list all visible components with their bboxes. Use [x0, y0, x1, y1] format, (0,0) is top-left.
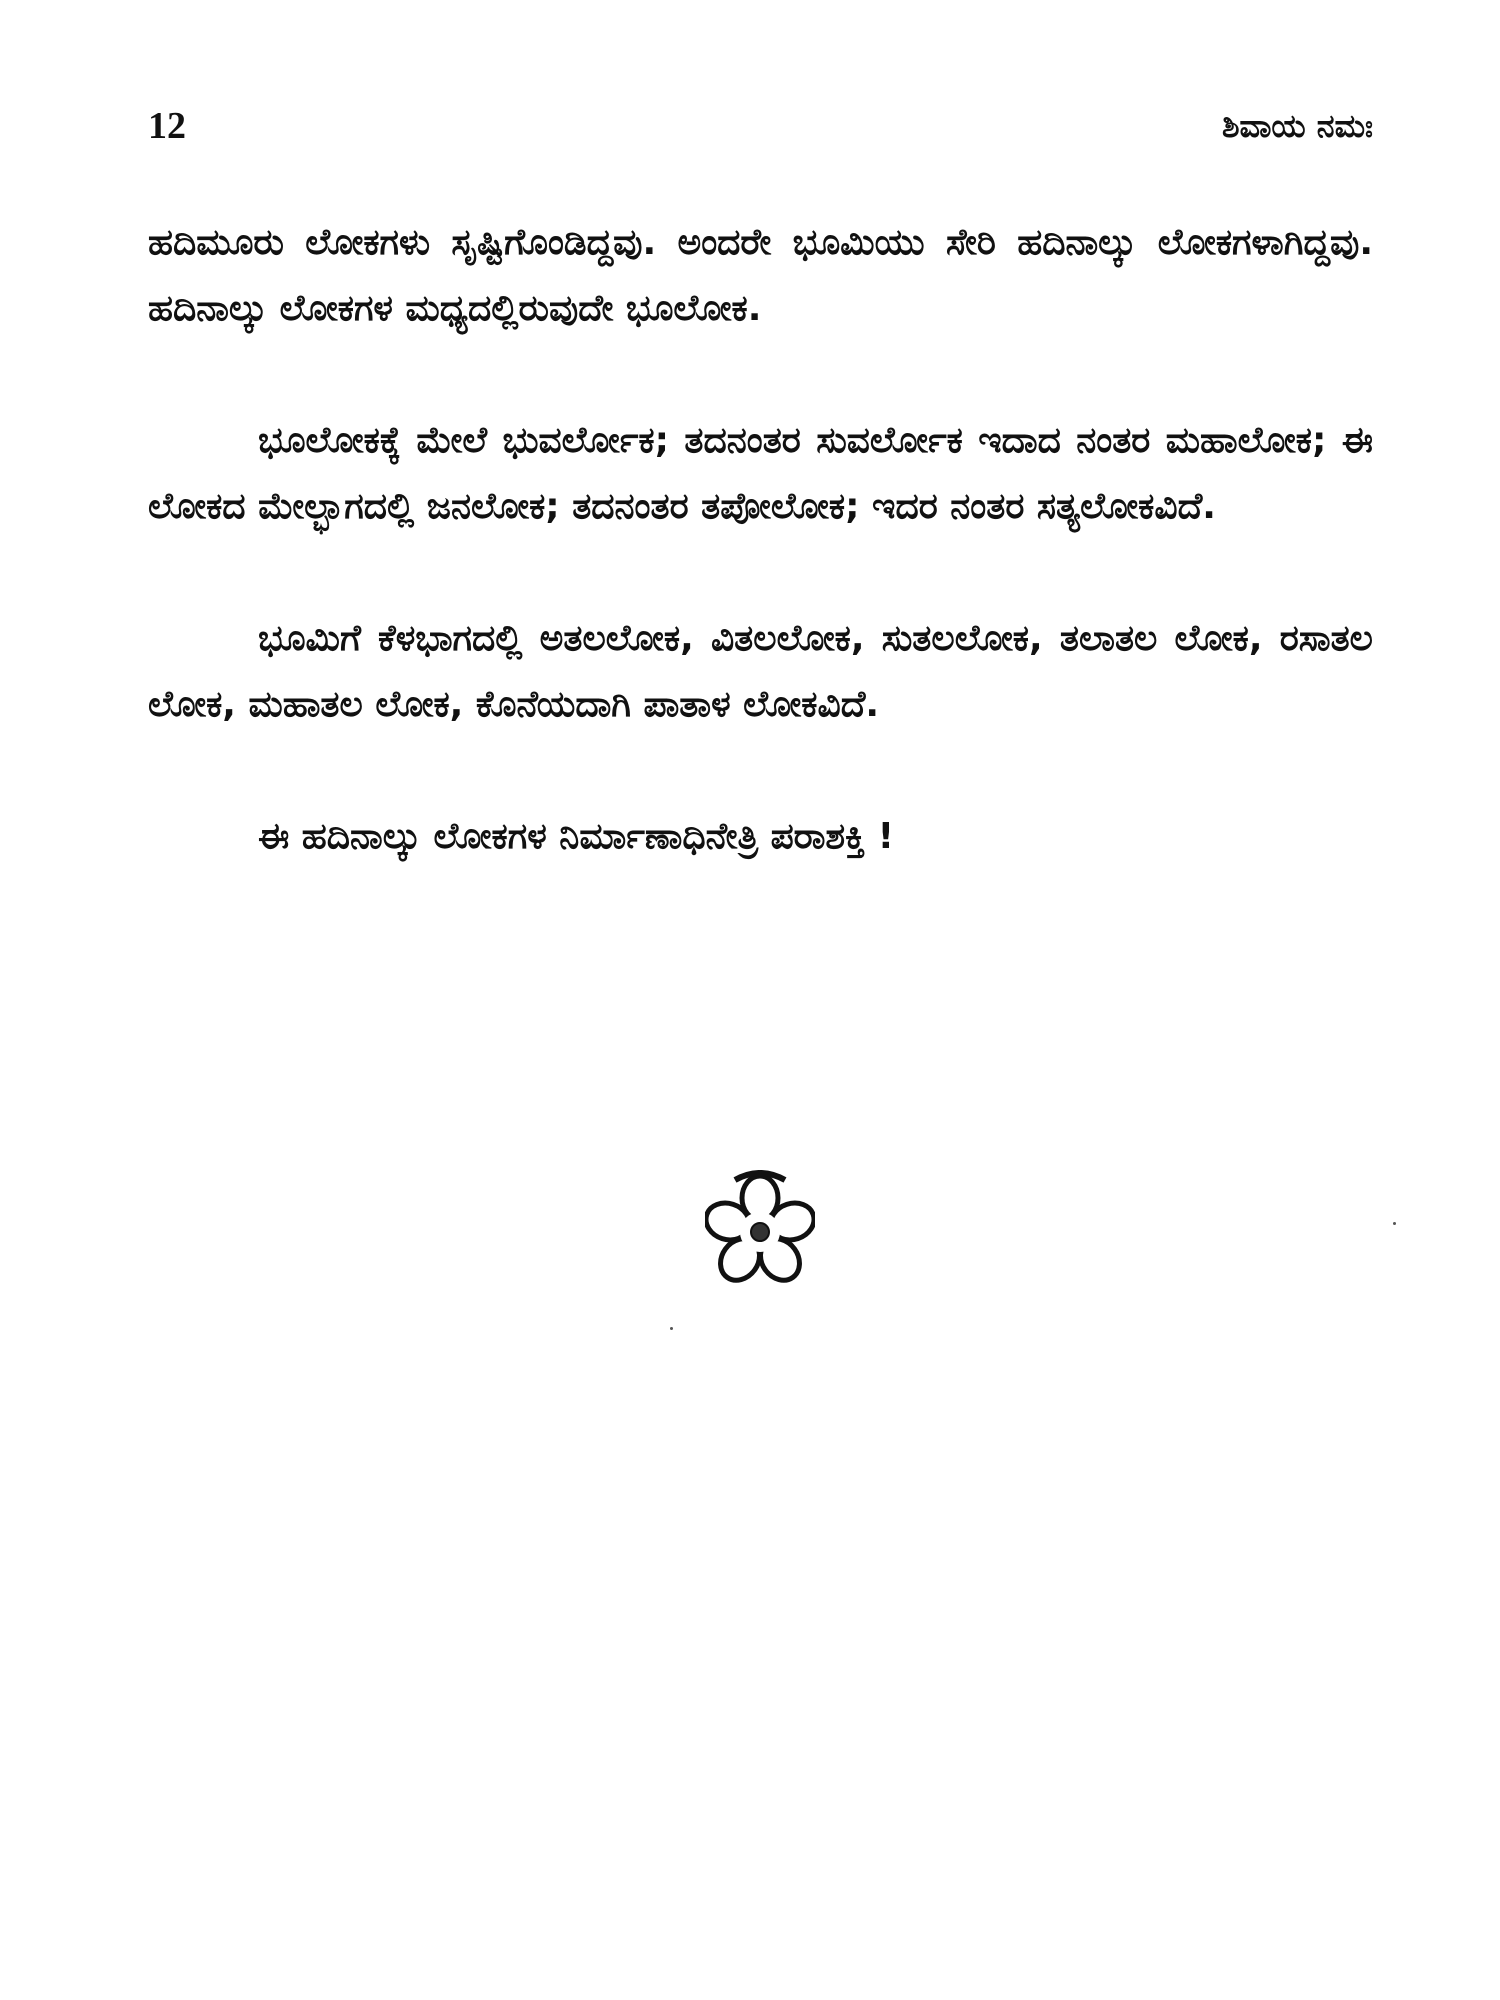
body-text — [148, 210, 1373, 870]
paragraph-2: ಭೂಲೋಕಕ್ಕೆ ಮೇಲೆ ಭುವರ್ಲೋಕ; ತದನಂತರ ಸುವರ್ಲೋಕ ಇದಾದ ನಂತರ ಮಹಾಲೋಕ; ಈ ಲೋಕದ ಮೇಲ್ಭಾಗದಲ್ಲಿ ಜನಲೋಕ; ತದನಂತರ ತಪೋಲೋಕ; ಇದರ ನಂತರ ಸತ್ಯಲೋಕವಿದೆ. — [148, 420, 1373, 527]
scan-speck — [1393, 1222, 1396, 1225]
paragraph-3: ಭೂಮಿಗೆ ಕೆಳಭಾಗದಲ್ಲಿ ಅತಲಲೋಕ, ವಿತಲಲೋಕ, ಸುತಲಲೋಕ, ತಲಾತಲ ಲೋಕ, ರಸಾತಲ ಲೋಕ, ಮಹಾತಲ ಲೋಕ, ಕೊನೆಯದಾಗಿ ಪಾತಾಳ ಲೋಕವಿದೆ. — [148, 618, 1373, 725]
running-head: ಶಿವಾಯ ನಮಃ — [1222, 107, 1373, 145]
paragraph-1: ಹದಿಮೂರು ಲೋಕಗಳು ಸೃಷ್ಟಿಗೊಂಡಿದ್ದವು. ಅಂದರೇ ಭೂಮಿಯು ಸೇರಿ ಹದಿನಾಲ್ಕು ಲೋಕಗಳಾಗಿದ್ದವು. ಹದಿನಾಲ್ಕು ಲೋಕಗಳ ಮಧ್ಯದಲ್ಲಿರುವುದೇ ಭೂಲೋಕ. — [148, 222, 1373, 329]
page-number: 12 — [148, 105, 186, 147]
flower-ornament-icon — [705, 1170, 815, 1290]
scan-speck — [670, 1327, 673, 1330]
paragraph-4: ಈ ಹದಿನಾಲ್ಕು ಲೋಕಗಳ ನಿರ್ಮಾಣಾಧಿನೇತ್ರಿ ಪರಾಶಕ್ತಿ ! — [258, 816, 895, 857]
page-header — [148, 102, 1373, 162]
